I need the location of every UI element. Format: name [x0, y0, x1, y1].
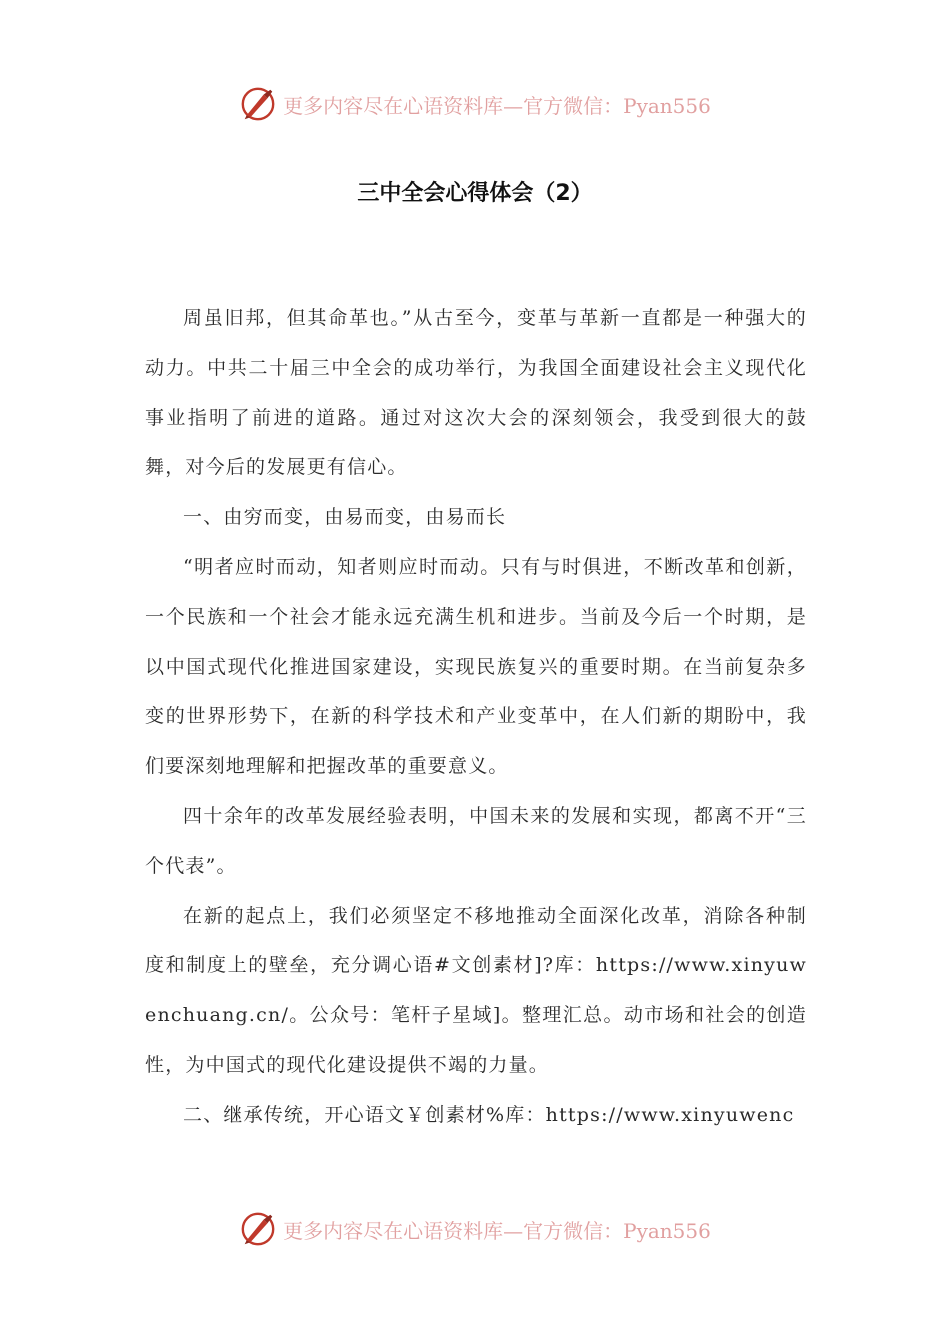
section-heading: 一、由穷而变，由易而变，由易而长	[183, 506, 507, 529]
page-title: 三中全会心得体会（2）	[357, 181, 593, 206]
paragraph: “明者应时而动，知者则应时而动。只有与时俱进，不断改革和创新，一个民族和一个社会才能永远充满生机和进步。当前及今后一个时期，是以中国式现代化推进国家建设，实现民族复兴的重要时期。在当前复杂多变的世界形势下，在新的科学技术和产业变革中，在人们新的期盼中，我们要深刻地理解和把握改革的重要意义。	[145, 555, 807, 778]
article-body	[145, 294, 807, 1141]
pen-logo-icon	[239, 85, 277, 123]
footer-banner-text: 更多内容尽在心语资料库—官方微信：Pyan556	[283, 1218, 711, 1243]
paragraph: 在新的起点上，我们必须坚定不移地推动全面深化改革，消除各种制度和制度上的壁垒，充分调心语#文创素材]?库：https://www.xinyuwenchuang.cn/。公众号：笔杆子星域]。整理汇总。动市场和社会的创造性，为中国式的现代化建设提供不竭的力量。	[145, 904, 807, 1076]
footer-banner	[0, 1207, 950, 1251]
pen-logo-icon	[239, 1210, 277, 1248]
paragraph: 周虽旧邦，但其命革也。”从古至今，变革与革新一直都是一种强大的动力。中共二十届三中全会的成功举行，为我国全面建设社会主义现代化事业指明了前进的道路。通过对这次大会的深刻领会，我受到很大的鼓舞，对今后的发展更有信心。	[145, 307, 807, 479]
header-banner-text: 更多内容尽在心语资料库—官方微信：Pyan556	[283, 93, 711, 118]
section-heading: 二、继承传统，开心语文￥创素材%库：https://www.xinyuwenc	[183, 1103, 795, 1126]
header-banner	[0, 82, 950, 126]
paragraph: 四十余年的改革发展经验表明，中国未来的发展和实现，都离不开“三个代表”。	[145, 804, 807, 877]
